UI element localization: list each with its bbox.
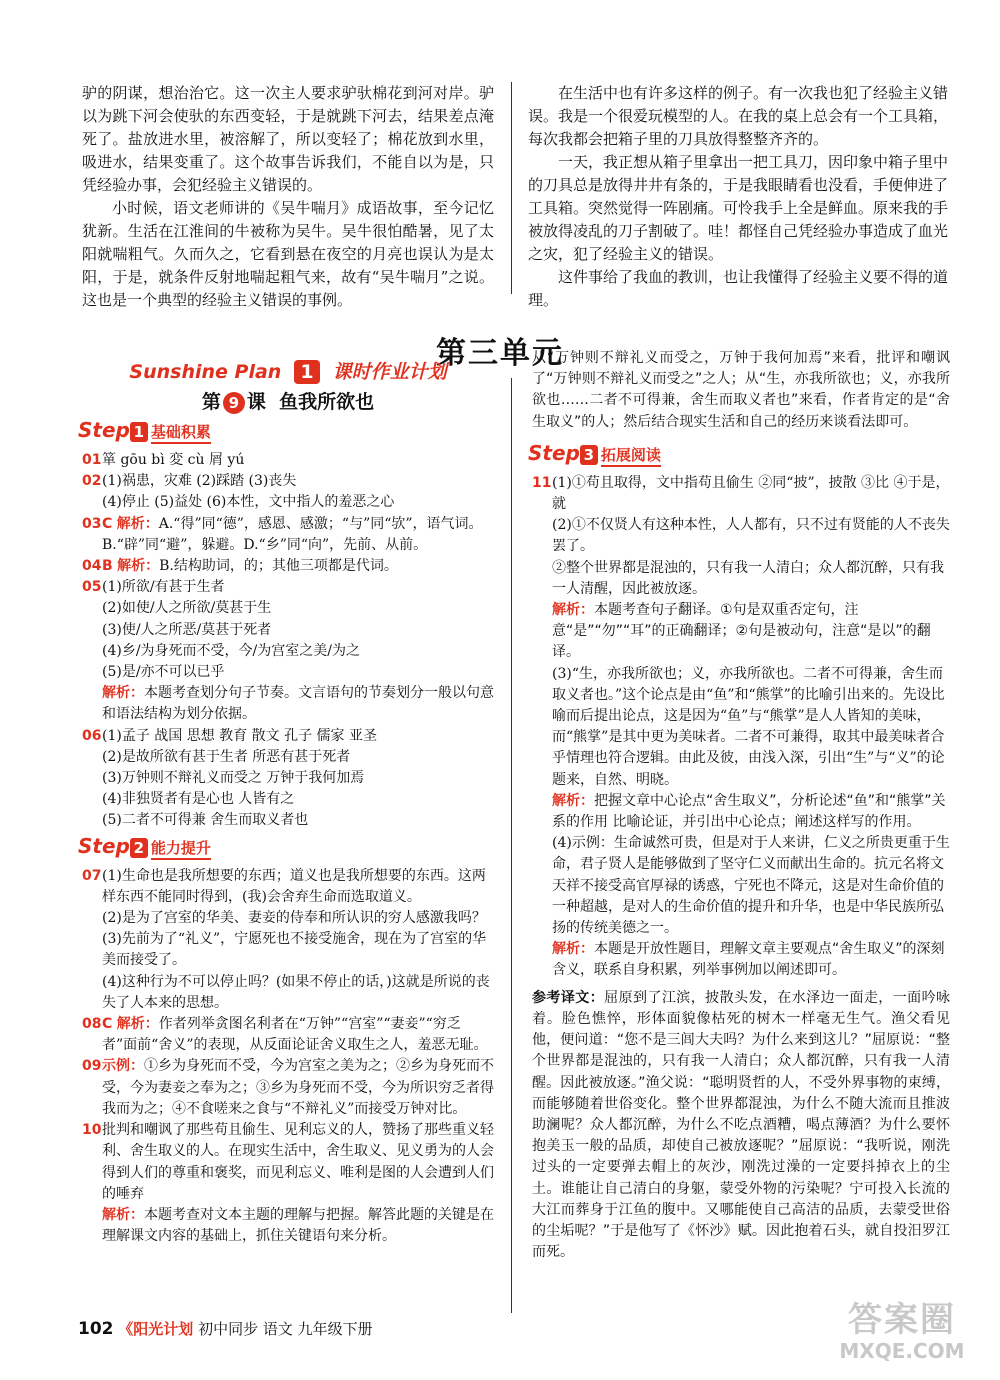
answer-text: A.“得”同“德”，感恩、感激；“与”同“欤”，语气词。B.“辟”同“避”，躲避。D.“乡”同“向”，先前、从前。 bbox=[102, 515, 483, 553]
answer-text: (2)是为了宫室的华美、妻妾的侍奉和所认识的穷人感激我吗？ bbox=[102, 910, 486, 927]
step-3-answers bbox=[532, 473, 950, 982]
answer-text: (4)示例：生命诚然可贵，但是对于人来讲，仁义之所贵更重于生命，君子贤人是能够做到了坚守仁义而献出生命的。抗元名将文天祥不接受高官厚禄的诱惑，宁死也不降元，这是对生命价值的一种超越，是对人的生命价值的提升和升华，也是中华民族所弘扬的传统美德之一。 bbox=[552, 835, 950, 937]
answer-line bbox=[102, 726, 494, 747]
answer-text: (1)所欲/有甚于生者 bbox=[102, 579, 225, 596]
reference-translation bbox=[532, 988, 950, 1264]
question-number: 10 bbox=[82, 1122, 102, 1139]
choice-answer: C bbox=[102, 1016, 113, 1033]
analysis-label: 解析： bbox=[552, 941, 594, 958]
step-2-header bbox=[78, 833, 494, 862]
answer-line bbox=[102, 1014, 494, 1056]
step-label: 拓展阅读 bbox=[601, 446, 661, 467]
analysis-label: 示例： bbox=[102, 1058, 144, 1075]
analysis-line bbox=[102, 683, 494, 725]
answer-item bbox=[82, 471, 494, 513]
answer-line bbox=[552, 473, 950, 515]
answer-item bbox=[82, 514, 494, 556]
answer-item bbox=[82, 556, 494, 577]
reference-label: 参考译文： bbox=[532, 989, 605, 1006]
answer-line bbox=[102, 450, 494, 471]
lesson-title bbox=[82, 392, 494, 414]
choice-answer: C bbox=[102, 515, 113, 532]
page-footer bbox=[78, 1318, 373, 1339]
answer-item bbox=[82, 450, 494, 471]
answer-text: ②整个世界都是混浊的，只有我一人清白；众人都沉醉，只有我一人清醒，因此被放逐。 bbox=[552, 559, 944, 597]
paragraph: 在生活中也有许多这样的例子。有一次我也犯了经验主义错误。我是一个很爱玩模型的人。在我的桌上总会有一个工具箱，每次我都会把箱子里的刀具放得整整齐齐的。 bbox=[528, 84, 949, 148]
analysis-label: 解析： bbox=[102, 685, 144, 702]
answer-text: (5)是/亦不可以已乎 bbox=[102, 664, 225, 681]
question-number: 07 bbox=[82, 867, 102, 884]
answer-line bbox=[102, 972, 494, 1014]
step-number: 3 bbox=[580, 445, 598, 465]
reference-text: 屈原到了江滨，披散头发，在水泽边一面走，一面吟咏着。脸色憔悴，形体面貌像枯死的树木一样毫无生气。渔父看见他，便问道：“您不是三闾大夫吗？为什么来到这儿？”屈原说：“整个世界都是混浊的，只有我一人清白；众人都沉醉，只有我一人清醒。因此被放逐。”渔父说：“聪明贤哲的人，不受外界事物的束缚，而能够随着世俗变化。整个世界都混浊，为什么不随大流而且推波助澜呢？众人都沉醉，为什么不吃点酒糟，喝点薄酒？为什么要怀抱美玉一般的品质，却使自己被放逐呢？”屈原说：“我听说，刚洗过头的一定要弹去帽上的灰沙，刚洗过澡的一定要抖掉衣上的尘土。谁能让自己清白的身躯，蒙受外物的污染呢？宁可投入长流的大江而葬身于江鱼的腹中。又哪能使自己高洁的品质，去蒙受世俗的尘垢呢？”于是他写了《怀沙》赋。因此抱着石头，就自投汨罗江而死。 bbox=[532, 989, 951, 1261]
answer-line bbox=[102, 577, 494, 598]
analysis-line bbox=[102, 1205, 494, 1247]
question-number: 03 bbox=[82, 515, 102, 532]
answer-text: (3)万钟则不辩礼义而受之 万钟于我何加焉 bbox=[102, 770, 365, 787]
answer-text: ①乡为身死而不受，今为宫室之美为之；②乡为身死而不受，今为妻妾之奉为之；③乡为身死而不受，今为所识穷乏者得我而为之；④不食嗟来之食与“不辩礼义”而接受万钟对比。 bbox=[102, 1058, 494, 1117]
step-number: 2 bbox=[130, 838, 148, 858]
lesson-prefix: 第 bbox=[201, 391, 221, 413]
analysis-line bbox=[552, 791, 950, 833]
answer-item bbox=[82, 1056, 494, 1120]
book-title: 初中同步 语文 九年级下册 bbox=[198, 1320, 373, 1338]
left-column bbox=[78, 360, 494, 1247]
continued-analysis: 从“万钟则不辩礼义而受之，万钟于我何加焉”来看，批评和嘲讽了“万钟则不辩礼义而受之”之人；从“生，亦我所欲也；义，亦我所欲也……二者不可得兼，舍生而取义者也”来看，作者肯定的是“舍生取义”的人；然后结合现实生活和自己的经历来谈看法即可。 bbox=[532, 350, 950, 430]
answer-line bbox=[102, 556, 494, 577]
answer-item bbox=[82, 866, 494, 1014]
analysis-text: 本题考查句子翻译。①句是双重否定句，注意“是”“勿”“耳”的正确翻译；②句是被动句，注意“是以”的翻译。 bbox=[552, 602, 931, 661]
question-number: 05 bbox=[82, 579, 102, 596]
step-label: 能力提升 bbox=[151, 839, 211, 860]
analysis-text: 本题考查对文本主题的理解与把握。解答此题的关键是在理解课文内容的基础上，抓住关键语句来分析。 bbox=[102, 1206, 494, 1245]
analysis-text: 本题考查划分句子节奏。文言语句的节奏划分一般以句意和语法结构为划分依据。 bbox=[102, 685, 494, 723]
watermark-url: MXQE.COM bbox=[839, 1339, 965, 1363]
watermark-logo bbox=[822, 1300, 982, 1370]
answer-line bbox=[552, 664, 950, 791]
paragraph: 驴的阴谋，想治治它。这一次主人要求驴驮棉花到河对岸。驴以为跳下河会使驮的东西变轻，于是就跳下河去，结果差点淹死了。盐放进水里，被溶解了，所以变轻了；棉花放到水里，吸进水，结果变重了。这个故事告诉我们，不能自以为是，只凭经验办事，会犯经验主义错误的。 bbox=[82, 84, 494, 194]
answer-text: (1)①苟且取得，文中指苟且偷生 ②同“披”，披散 ③比 ④于是，就 bbox=[552, 474, 950, 513]
answer-text: (4)乡/为身死而不受，今/为宫室之美/为之 bbox=[102, 642, 360, 659]
answer-item bbox=[82, 1120, 494, 1247]
answer-text: (1)生命也是我所想要的东西；道义也是我所想要的东西。这两样东西不能同时得到，(我)会舍弃生命而选取道义。 bbox=[102, 867, 486, 905]
step-1-answers bbox=[82, 450, 494, 832]
plan-header-en: Sunshine Plan bbox=[129, 361, 282, 383]
lesson-suffix: 课 bbox=[246, 391, 266, 413]
answer-line bbox=[102, 492, 494, 513]
analysis-label: 解析： bbox=[116, 1016, 159, 1033]
lesson-number: 9 bbox=[223, 392, 245, 414]
question-number: 09 bbox=[82, 1058, 102, 1075]
answer-text: (5)二者不可得兼 舍生而取义者也 bbox=[102, 812, 309, 829]
unit-title: 第三单元 bbox=[436, 336, 564, 371]
analysis-text: 本题是开放性题目，理解文章主要观点“舍生取义”的深刻含义，联系自身积累，列举事例加以阐述即可。 bbox=[552, 941, 945, 979]
answer-text: (4)停止 (5)益处 (6)本性，文中指人的羞恶之心 bbox=[102, 494, 395, 511]
answer-text: (2)如使/人之所欲/莫甚于生 bbox=[102, 600, 272, 617]
question-number: 02 bbox=[82, 473, 102, 490]
answer-line bbox=[102, 598, 494, 619]
analysis-label: 解析： bbox=[116, 515, 159, 532]
paragraph: 这件事给了我血的教训，也让我懂得了经验主义要不得的道理。 bbox=[528, 268, 949, 309]
column-divider bbox=[511, 82, 512, 294]
answer-line bbox=[102, 514, 494, 556]
plan-header bbox=[82, 360, 494, 390]
analysis-label: 解析： bbox=[117, 558, 160, 575]
answer-line bbox=[102, 789, 494, 810]
answer-line bbox=[552, 515, 950, 557]
lesson-name: 鱼我所欲也 bbox=[279, 391, 375, 413]
step-number: 1 bbox=[130, 422, 148, 442]
answer-line bbox=[102, 620, 494, 641]
top-left-column bbox=[82, 82, 494, 312]
right-column bbox=[528, 348, 951, 1263]
question-number: 08 bbox=[82, 1016, 102, 1033]
analysis-label: 解析： bbox=[552, 792, 594, 809]
answer-text: 批判和嘲讽了那些苟且偷生、见利忘义的人，赞扬了那些重义轻利、舍生取义的人。在现实生活中，舍生取义、见义勇为的人会得到人们的尊重和褒奖，而见利忘义、唯利是图的人会遭到人们的唾弃 bbox=[102, 1122, 494, 1202]
paragraph: 小时候，语文老师讲的《吴牛喘月》成语故事，至今记忆犹新。生活在江淮间的牛被称为吴牛。吴牛很怕酷暑，见了太阳就喘粗气。久而久之，它看到悬在夜空的月亮也误认为是太阳，于是，就条件反射地喘起粗气来，故有“吴牛喘月”之说。这也是一个典型的经验主义错误的事例。 bbox=[82, 199, 494, 309]
answer-item bbox=[82, 577, 494, 725]
plan-header-cn: 课时作业计划 bbox=[332, 361, 447, 383]
column-divider bbox=[511, 378, 512, 1313]
analysis-line bbox=[552, 600, 950, 664]
page-number: 102 bbox=[78, 1319, 114, 1339]
step-2-answers bbox=[82, 866, 494, 1248]
answer-line bbox=[552, 558, 950, 600]
answer-text: (3)使/人之所恶/莫甚于死者 bbox=[102, 621, 272, 638]
analysis-text: 把握文章中心论点“舍生取义”，分析论述“鱼”和“熊掌”关系的作用 比喻论证，并引出中心论点；阐述这样写的作用。 bbox=[552, 792, 946, 831]
step-word: Step bbox=[528, 440, 580, 465]
answer-line bbox=[102, 1120, 494, 1205]
question-number: 11 bbox=[532, 474, 552, 491]
watermark-text: 答案圈 bbox=[848, 1300, 956, 1340]
answer-item bbox=[532, 473, 950, 982]
answer-line bbox=[102, 641, 494, 662]
answer-text: 作者列举贪图名利者在“万钟”“宫室”“妻妾”“穷乏者”面前“舍义”的表现，从反面论证舍义取生之人，羞恶无耻。 bbox=[102, 1016, 488, 1054]
step-word: Step bbox=[78, 833, 130, 858]
question-number: 06 bbox=[82, 727, 102, 744]
question-number: 01 bbox=[82, 452, 102, 468]
answer-text: (2)①不仅贤人有这种本性，人人都有，只不过有贤能的人不丧失罢了。 bbox=[552, 517, 950, 555]
question-number: 04 bbox=[82, 558, 102, 575]
step-1-header bbox=[78, 420, 494, 446]
choice-answer: B bbox=[102, 558, 113, 575]
answer-line bbox=[102, 866, 494, 908]
answer-line bbox=[102, 747, 494, 768]
step-3-header bbox=[528, 440, 950, 469]
answer-line bbox=[102, 929, 494, 971]
answer-text: (4)非独贤者有是心也 人皆有之 bbox=[102, 791, 295, 808]
answer-text: (2)是故所欲有甚于生者 所恶有甚于死者 bbox=[102, 748, 351, 765]
plan-header-badge: 1 bbox=[294, 360, 320, 384]
analysis-label: 解析： bbox=[552, 602, 594, 619]
answer-line bbox=[102, 1056, 494, 1120]
answer-text: (3)先前为了“礼义”，宁愿死也不接受施舍，现在为了宫室的华美而接受了。 bbox=[102, 931, 487, 969]
answer-item bbox=[82, 1014, 494, 1056]
answer-text: (1)祸患，灾难 (2)踩踏 (3)丧失 bbox=[102, 473, 297, 490]
answer-text: B.结构助词，的；其他三项都是代词。 bbox=[159, 558, 398, 575]
paragraph: 一天，我正想从箱子里拿出一把工具刀，因印象中箱子里中的刀具总是放得井井有条的，于是我眼睛看也没看，手便伸进了工具箱。突然觉得一阵剧痛。可怜我手上全是鲜血。原来我的手被放得凌乱的刀子割破了。哇！都怪自己凭经验办事造成了血光之灾，犯了经验主义的错误。 bbox=[528, 153, 949, 263]
analysis-line bbox=[552, 939, 950, 981]
answer-text: 箪 gōu bì 変 cù 屑 yú bbox=[102, 452, 245, 468]
brand-name: 《阳光计划 bbox=[118, 1320, 194, 1338]
analysis-label: 解析： bbox=[102, 1206, 144, 1223]
answer-text: (4)这种行为不可以停止吗？(如果不停止的话，)这就是所说的丧失了人本来的思想。 bbox=[102, 973, 490, 1011]
answer-line bbox=[102, 471, 494, 492]
answer-text: (3)“生，亦我所欲也；义，亦我所欲也。二者不可得兼，舍生而取义者也。”这个论点是由“鱼”和“熊掌”的比喻引出来的。先设比喻而后提出论点，这是因为“鱼”与“熊掌”是人人皆知的美味，而“熊掌”是其中更为美味者。二者不可兼得，取其中最美味者合乎情理也符合逻辑。由此及彼，由浅入深，引出“生”与“义”的论题来，自然、明晓。 bbox=[552, 665, 945, 788]
answer-text: (1)孟子 战国 思想 教育 散文 孔子 儒家 亚圣 bbox=[102, 727, 377, 744]
answer-line bbox=[552, 833, 950, 939]
answer-item bbox=[82, 726, 494, 832]
answer-line bbox=[102, 768, 494, 789]
step-word: Step bbox=[78, 418, 130, 442]
step-label: 基础积累 bbox=[151, 423, 211, 444]
top-right-column bbox=[528, 82, 948, 312]
answer-line bbox=[102, 662, 494, 683]
answer-line bbox=[102, 908, 494, 929]
answer-line bbox=[102, 810, 494, 831]
